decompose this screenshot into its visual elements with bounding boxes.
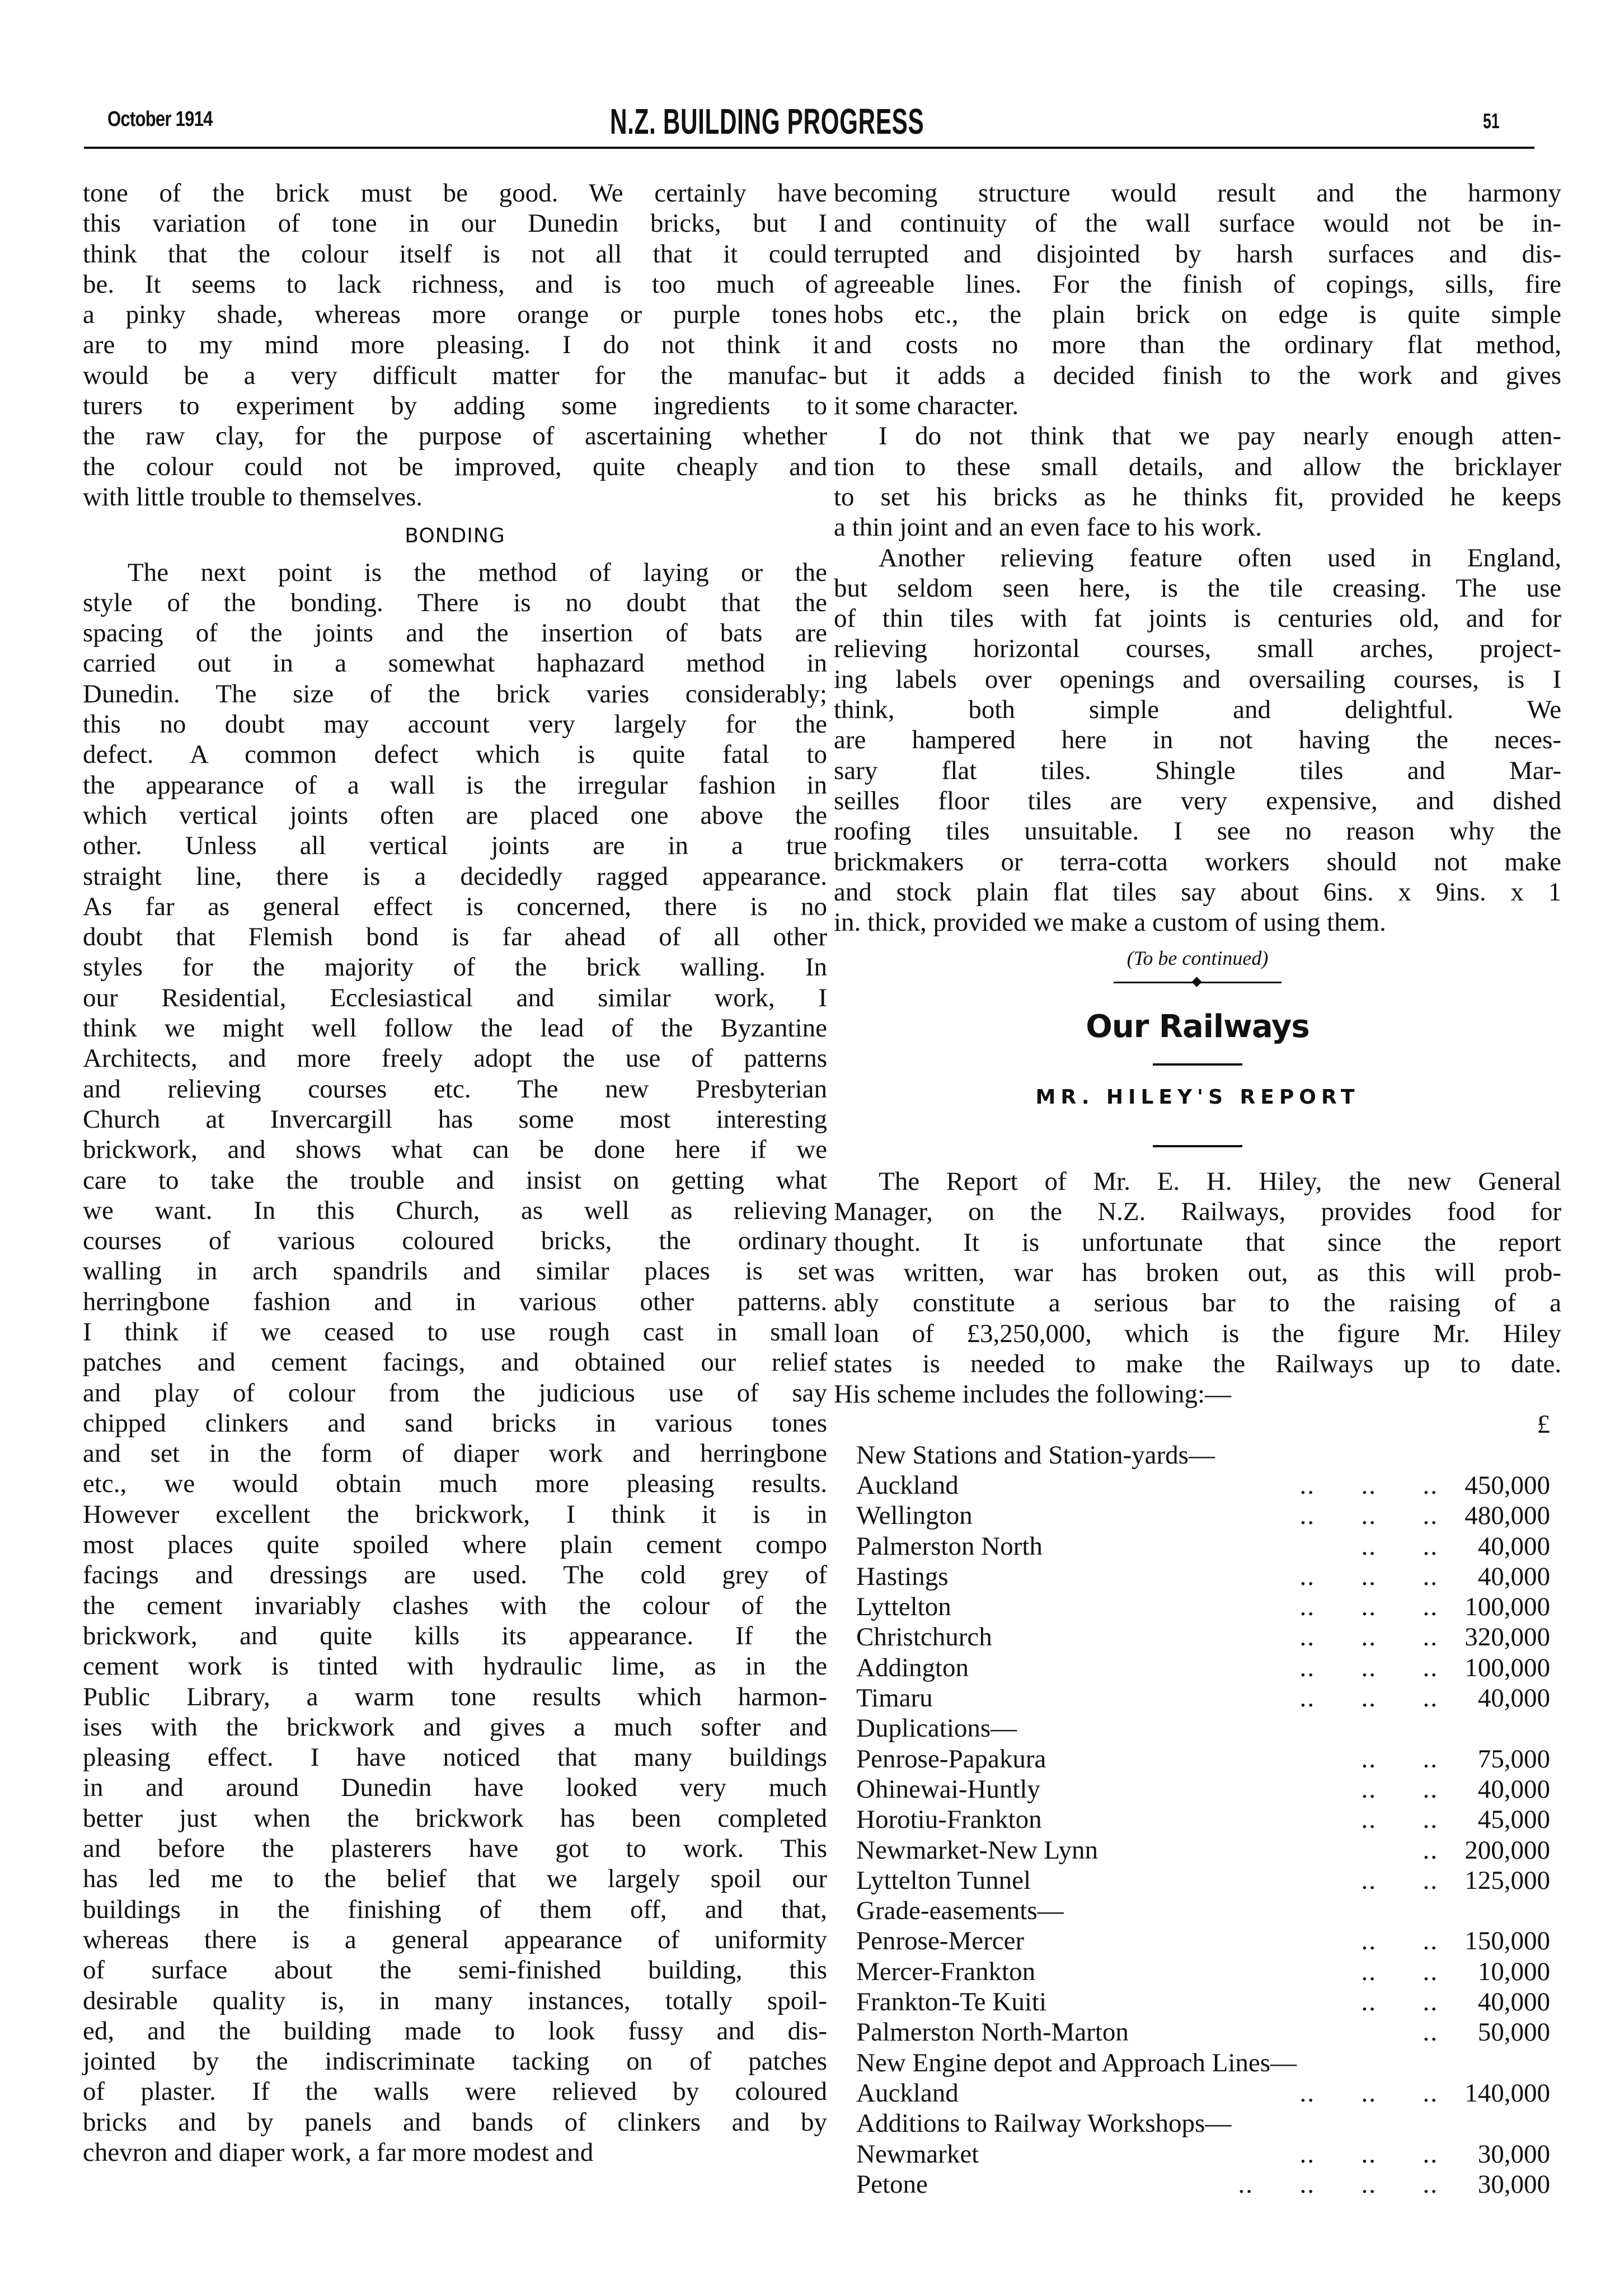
schedule-item-name: Lyttelton Tunnel	[856, 1865, 1031, 1895]
text-line: Manager, on the N.Z. Railways, provides food for	[834, 1197, 1561, 1227]
text-line: ises with the brickwork and gives a much softer and	[83, 1712, 827, 1742]
schedule-category: Grade-easements—	[856, 1896, 1064, 1926]
text-line: Architects, and more freely adopt the use of patterns	[83, 1044, 827, 1073]
text-line: Another relieving feature often used in England,	[879, 543, 1561, 573]
schedule-item-row	[856, 1653, 1550, 1683]
text-line: are hampered here in not having the neces-	[834, 725, 1561, 755]
leader-dots: .. ..	[1361, 1805, 1438, 1835]
schedule-item-name: Palmerston North-Marton	[856, 2018, 1129, 2047]
text-line: chipped clinkers and sand bricks in various tones	[83, 1408, 827, 1438]
text-line: Dunedin. The size of the brick varies considerably;	[83, 679, 827, 709]
text-line: pleasing effect. I have noticed that many buildings	[83, 1743, 827, 1772]
schedule-item-amount: 40,000	[1477, 1774, 1550, 1804]
schedule-item-row	[856, 1865, 1550, 1896]
schedule-item-row	[856, 1744, 1550, 1774]
schedule-item-amount: 30,000	[1477, 2169, 1550, 2199]
text-line: turers to experiment by adding some ingredients to	[83, 391, 827, 421]
text-line: it some character.	[834, 391, 1019, 421]
schedule-item-row	[856, 2169, 1550, 2199]
text-line: to set his bricks as he thinks fit, provided he keeps	[834, 482, 1561, 512]
text-line: spacing of the joints and the insertion of bats are	[83, 618, 827, 648]
schedule-item-row	[856, 1561, 1550, 1592]
schedule-category: Additions to Railway Workshops—	[856, 2109, 1232, 2138]
article-intro	[834, 1166, 1561, 1409]
header-rule	[84, 147, 1534, 149]
text-line: hobs etc., the plain brick on edge is quite simple	[834, 300, 1561, 330]
schedule-item-amount: 125,000	[1465, 1865, 1550, 1895]
paragraph-colour	[83, 178, 827, 512]
schedule-category-row	[856, 1440, 1550, 1470]
text-line: which vertical joints often are placed one above the	[83, 800, 827, 830]
text-line: of surface about the semi-finished building, this	[83, 1955, 827, 1985]
text-line: facings and dressings are used. The cold grey of	[83, 1560, 827, 1590]
schedule-item-name: Auckland	[856, 2078, 959, 2108]
right-column	[834, 178, 1561, 2199]
text-line: carried out in a somewhat haphazard method in	[83, 649, 827, 678]
schedule-item-name: Mercer-Frankton	[856, 1957, 1036, 1986]
schedule-item-row	[856, 1987, 1550, 2017]
leader-dots: .. ..	[1361, 1531, 1438, 1561]
text-line: other. Unless all vertical joints are in a true	[83, 831, 827, 861]
text-line: walling in arch spandrils and similar places is set	[83, 1256, 827, 1286]
text-line: and continuity of the wall surface would not be in-	[834, 209, 1561, 238]
text-line: think we might well follow the lead of the Byzantine	[83, 1014, 827, 1043]
text-line: becoming structure would result and the harmony	[834, 179, 1561, 208]
schedule-item-row	[856, 1926, 1550, 1956]
schedule-item-amount: 50,000	[1477, 2018, 1550, 2047]
schedule-category: New Stations and Station-yards—	[856, 1440, 1215, 1470]
text-line: and relieving courses etc. The new Presbyterian	[83, 1074, 827, 1104]
text-line: we want. In this Church, as well as relieving	[83, 1195, 827, 1225]
text-line: of plaster. If the walls were relieved by coloured	[83, 2077, 827, 2107]
text-line: ing labels over openings and oversailing courses, is I	[834, 664, 1561, 694]
schedule-item-name: Palmerston North	[856, 1531, 1043, 1561]
text-line: The Report of Mr. E. H. Hiley, the new General	[879, 1167, 1561, 1197]
text-line: buildings in the finishing of them off, and that,	[83, 1894, 827, 1924]
text-line: most places quite spoiled where plain cement compo	[83, 1530, 827, 1560]
leader-dots: .. .. ..	[1299, 2078, 1438, 2108]
schedule-category: New Engine depot and Approach Lines—	[856, 2048, 1297, 2077]
text-line: styles for the majority of the brick walling. In	[83, 953, 827, 982]
text-line: are to my mind more pleasing. I do not think it	[83, 330, 827, 360]
text-line: the colour could not be improved, quite cheaply and	[83, 452, 827, 481]
text-line: terrupted and disjointed by harsh surfaces and dis-	[834, 239, 1561, 269]
text-line: think that the colour itself is not all that it could	[83, 239, 827, 269]
schedule-item-row	[856, 1957, 1550, 1987]
text-line: and before the plasterers have got to work. This	[83, 1834, 827, 1864]
schedule-item-amount: 10,000	[1477, 1957, 1550, 1986]
text-line: chevron and diaper work, a far more modest and	[83, 2138, 594, 2167]
text-line: thought. It is unfortunate that since the report	[834, 1227, 1561, 1257]
schedule-item-row	[856, 1835, 1550, 1865]
leader-dots: .. ..	[1361, 1774, 1438, 1804]
text-line: tion to these small details, and allow the bricklayer	[834, 452, 1561, 481]
text-line: straight line, there is a decidedly ragged appearance.	[83, 861, 827, 891]
text-line: but it adds a decided finish to the work and gives	[834, 360, 1561, 390]
left-column	[83, 178, 827, 2168]
schedule-item-amount: 40,000	[1477, 1561, 1550, 1591]
text-line: ably constitute a serious bar to the raising of a	[834, 1288, 1561, 1318]
paragraph-becoming	[834, 178, 1561, 421]
leader-dots: ..	[1423, 1835, 1438, 1865]
text-line: the cement invariably clashes with the colour of the	[83, 1591, 827, 1620]
text-line: cement work is tinted with hydraulic lime, as in the	[83, 1652, 827, 1681]
schedule-item-row	[856, 1470, 1550, 1500]
schedule-category-row	[856, 2108, 1550, 2138]
text-line: sary flat tiles. Shingle tiles and Mar-	[834, 756, 1561, 785]
text-line: tone of the brick must be good. We certainly have	[83, 179, 827, 208]
text-line: this no doubt may account very largely for the	[83, 710, 827, 739]
text-line: doubt that Flemish bond is far ahead of all other	[83, 922, 827, 952]
text-line: was written, war has broken out, as this will prob-	[834, 1258, 1561, 1287]
text-line: a thin joint and an even face to his work.	[834, 513, 1262, 542]
schedule-category-row	[856, 2048, 1550, 2078]
text-line: whereas there is a general appearance of uniformity	[83, 1925, 827, 1954]
leader-dots: .. .. ..	[1299, 1592, 1438, 1622]
schedule-item-row	[856, 2078, 1550, 2108]
text-line: etc., we would obtain much more pleasing results.	[83, 1469, 827, 1499]
text-line: jointed by the indiscriminate tacking on of patches	[83, 2047, 827, 2076]
schedule-item-name: Newmarket-New Lynn	[856, 1835, 1098, 1865]
text-line: and set in the form of diaper work and herringbone	[83, 1439, 827, 1469]
text-line: relieving horizontal courses, small arches, project-	[834, 634, 1561, 664]
leader-dots: .. .. ..	[1299, 1501, 1438, 1531]
leader-dots: .. ..	[1361, 1865, 1438, 1895]
leader-dots: .. .. .. ..	[1238, 2169, 1438, 2199]
article-title: Our Railways	[1086, 1008, 1309, 1045]
leader-dots: .. ..	[1361, 1744, 1438, 1774]
schedule-item-amount: 200,000	[1465, 1835, 1550, 1865]
text-line: defect. A common defect which is quite fatal to	[83, 740, 827, 770]
schedule-item-name: Wellington	[856, 1501, 973, 1531]
text-line: be. It seems to lack richness, and is too much of	[83, 269, 827, 299]
text-line: Public Library, a warm tone results which harmon-	[83, 1682, 827, 1711]
schedule-item-amount: 40,000	[1477, 1683, 1550, 1713]
schedule-item-amount: 100,000	[1465, 1592, 1550, 1622]
schedule-item-row	[856, 2017, 1550, 2047]
text-line: However excellent the brickwork, I think it is in	[83, 1499, 827, 1529]
schedule-item-amount: 140,000	[1465, 2078, 1550, 2108]
leader-dots: .. .. ..	[1299, 1653, 1438, 1682]
text-line: but seldom seen here, is the tile creasing. The use	[834, 573, 1561, 603]
schedule-item-name: Ohinewai-Huntly	[856, 1774, 1040, 1804]
text-line: desirable quality is, in many instances, totally spoil-	[83, 1986, 827, 2015]
text-line: of thin tiles with fat joints is centuries old, and for	[834, 604, 1561, 634]
leader-dots: .. .. ..	[1299, 1470, 1438, 1500]
text-line: care to take the trouble and insist on getting what	[83, 1165, 827, 1195]
text-line: better just when the brickwork has been completed	[83, 1803, 827, 1833]
leader-dots: .. ..	[1361, 1926, 1438, 1956]
text-line: roofing tiles unsuitable. I see no reason why the	[834, 817, 1561, 846]
schedule-item-amount: 45,000	[1477, 1805, 1550, 1835]
text-line: herringbone fashion and in various other patterns.	[83, 1287, 827, 1316]
schedule-item-amount: 75,000	[1477, 1744, 1550, 1774]
text-line: the appearance of a wall is the irregular fashion in	[83, 770, 827, 800]
schedule-item-name: Penrose-Papakura	[856, 1744, 1046, 1774]
schedule-item-amount: 480,000	[1465, 1501, 1550, 1531]
schedule-item-row	[856, 1531, 1550, 1561]
schedule-item-amount: 320,000	[1465, 1622, 1550, 1652]
text-line: agreeable lines. For the finish of copings, sills, fire	[834, 269, 1561, 299]
ornament-divider	[834, 974, 1561, 991]
paragraph-bonding	[83, 557, 827, 2168]
schedule-item-name: Addington	[856, 1653, 969, 1682]
page-number: 51	[1483, 110, 1500, 133]
text-line: and play of colour from the judicious use of say	[83, 1378, 827, 1408]
leader-dots: .. .. ..	[1299, 2139, 1438, 2169]
schedule-category-row	[856, 1896, 1550, 1926]
text-line: states is needed to make the Railways up to date.	[834, 1349, 1561, 1378]
schedule-category: Duplications—	[856, 1714, 1017, 1743]
leader-dots: .. .. ..	[1299, 1561, 1438, 1591]
text-line: courses of various coloured bricks, the ordinary	[83, 1226, 827, 1256]
leader-dots: .. ..	[1361, 1987, 1438, 2017]
expenditure-schedule	[856, 1409, 1550, 2199]
paragraph-small-details	[834, 421, 1561, 542]
schedule-item-name: Auckland	[856, 1470, 959, 1500]
leader-dots: .. ..	[1361, 1957, 1438, 1986]
schedule-item-name: Lyttelton	[856, 1592, 951, 1622]
text-line: bricks and by panels and bands of clinkers and by	[83, 2107, 827, 2137]
text-line: As far as general effect is concerned, there is no	[83, 892, 827, 921]
text-line: I do not think that we pay nearly enough atten-	[879, 421, 1561, 451]
schedule-item-amount: 150,000	[1465, 1926, 1550, 1956]
diamond-icon	[1191, 977, 1201, 987]
leader-dots: .. .. ..	[1299, 1622, 1438, 1652]
schedule-item-row	[856, 1804, 1550, 1835]
to-be-continued: (To be continued)	[1127, 947, 1269, 970]
schedule-item-name: Petone	[856, 2169, 928, 2199]
schedule-item-name: Hastings	[856, 1561, 949, 1591]
subtitle-rule	[1153, 1145, 1242, 1147]
text-line: our Residential, Ecclesiastical and similar work, I	[83, 983, 827, 1012]
text-line: the raw clay, for the purpose of ascertaining whether	[83, 421, 827, 451]
section-heading-bonding: BONDING	[405, 524, 505, 548]
text-line: brickmakers or terra-cotta workers should not make	[834, 847, 1561, 876]
text-line: this variation of tone in our Dunedin bricks, but I	[83, 209, 827, 238]
text-line: a pinky shade, whereas more orange or purple tones	[83, 300, 827, 330]
leader-dots: ..	[1423, 2018, 1438, 2047]
schedule-item-amount: 40,000	[1477, 1531, 1550, 1561]
text-line: Church at Invercargill has some most interesting	[83, 1104, 827, 1134]
text-line: brickwork, and quite kills its appearance. If the	[83, 1621, 827, 1650]
title-rule	[1153, 1063, 1242, 1066]
text-line: has led me to the belief that we largely spoil our	[83, 1864, 827, 1894]
schedule-header-row	[856, 1409, 1550, 1439]
text-line: loan of £3,250,000, which is the figure Mr. Hiley	[834, 1319, 1561, 1348]
text-line: style of the bonding. There is no doubt that the	[83, 588, 827, 617]
text-line: The next point is the method of laying or the	[128, 557, 827, 587]
text-line: would be a very difficult matter for the manufac-	[83, 360, 827, 390]
schedule-item-amount: 450,000	[1465, 1470, 1550, 1500]
schedule-item-name: Frankton-Te Kuiti	[856, 1987, 1047, 2017]
schedule-category-row	[856, 1713, 1550, 1743]
schedule-item-row	[856, 1622, 1550, 1652]
text-line: seilles floor tiles are very expensive, and dished	[834, 786, 1561, 815]
schedule-item-amount: 100,000	[1465, 1653, 1550, 1682]
schedule-item-row	[856, 1592, 1550, 1622]
schedule-item-name: Horotiu-Frankton	[856, 1805, 1042, 1835]
schedule-item-amount: 30,000	[1477, 2139, 1550, 2169]
text-line: His scheme includes the following:—	[834, 1380, 1232, 1409]
text-line: I think if we ceased to use rough cast in small	[83, 1317, 827, 1347]
text-line: ed, and the building made to look fussy and dis-	[83, 2016, 827, 2046]
schedule-item-name: Penrose-Mercer	[856, 1926, 1025, 1956]
schedule-item-row	[856, 1683, 1550, 1713]
schedule-item-name: Christchurch	[856, 1622, 992, 1652]
text-line: patches and cement facings, and obtained our relief	[83, 1348, 827, 1377]
text-line: in. thick, provided we make a custom of using them.	[834, 908, 1386, 937]
schedule-item-row	[856, 2139, 1550, 2169]
text-line: think, both simple and delightful. We	[834, 695, 1561, 725]
article-subtitle: MR. HILEY'S REPORT	[1035, 1085, 1360, 1109]
paragraph-tile-creasing	[834, 543, 1561, 938]
schedule-item-name: Newmarket	[856, 2139, 979, 2169]
schedule-item-name: Timaru	[856, 1683, 933, 1713]
text-line: brickwork, and shows what can be done here if we	[83, 1135, 827, 1165]
leader-dots: .. .. ..	[1299, 1683, 1438, 1713]
text-line: and stock plain flat tiles say about 6ins. x 9ins. x 1	[834, 877, 1561, 907]
publication-title: N.Z. BUILDING PROGRESS	[610, 101, 924, 142]
text-line: in and around Dunedin have looked very much	[83, 1773, 827, 1803]
schedule-item-row	[856, 1774, 1550, 1804]
text-line: with little trouble to themselves.	[83, 482, 423, 512]
text-line: and costs no more than the ordinary flat method,	[834, 330, 1561, 360]
currency-symbol: £	[1537, 1410, 1550, 1439]
schedule-item-row	[856, 1500, 1550, 1531]
schedule-item-amount: 40,000	[1477, 1987, 1550, 2017]
issue-date: October 1914	[107, 107, 213, 131]
